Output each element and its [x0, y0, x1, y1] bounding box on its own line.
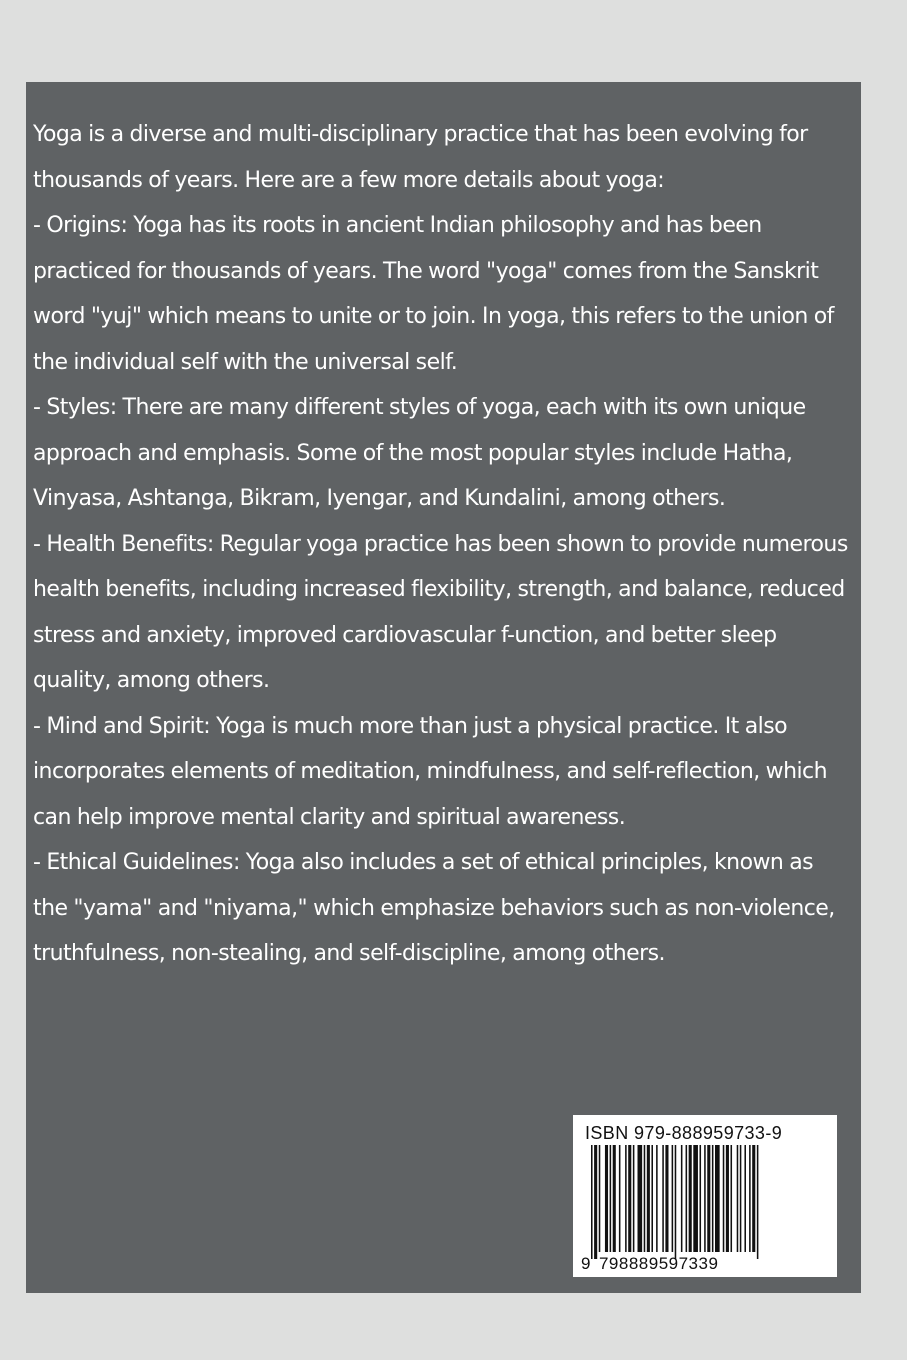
- barcode-bar: [613, 1145, 616, 1252]
- barcode-bar: [686, 1145, 688, 1252]
- barcode-bar: [651, 1145, 653, 1252]
- barcode-bar: [594, 1145, 597, 1259]
- barcode-bar: [599, 1145, 601, 1252]
- barcode-bar: [744, 1145, 746, 1252]
- barcode-bar: [591, 1145, 593, 1259]
- barcode-bar: [672, 1145, 674, 1252]
- barcode-number: 798889597339: [598, 1254, 719, 1273]
- paragraph-intro: Yoga is a diverse and multi-disciplinary practice that has been evolving for thousands of years. Here are a few more details about yoga:: [33, 122, 808, 193]
- paragraph-origins: - Origins: Yoga has its roots in ancient Indian philosophy and has been practiced for thousands of years. The word "yoga" comes from the Sanskrit word "yuj" which means to unite or to join. In yoga, this refers to the union of the individual self with the universal self.: [33, 213, 834, 375]
- barcode-digits: [581, 1254, 718, 1274]
- barcode-bar: [752, 1145, 755, 1252]
- barcode-bar: [628, 1145, 631, 1252]
- barcode-bar: [610, 1145, 612, 1252]
- barcode-lead-digit: 9: [581, 1254, 591, 1273]
- barcode-bar: [644, 1145, 646, 1252]
- barcode-bar: [704, 1145, 706, 1252]
- paragraph-mind-and-spirit: - Mind and Spirit: Yoga is much more than just a physical practice. It also incorporates elements of meditation, mindfulness, and self-reflection, which can help improve mental clarity and spiritual awareness.: [33, 713, 827, 830]
- barcode-bar: [656, 1145, 658, 1252]
- isbn-label: ISBN 979-888959733-9: [585, 1123, 783, 1143]
- paragraph-styles: - Styles: There are many different styles of yoga, each with its own unique approach and emphasis. Some of the most popular styles include Hatha, Vinyasa, Ashtanga, Bikram, Iyengar, and Kundalini, among others.: [33, 395, 806, 511]
- barcode-bar: [707, 1145, 710, 1252]
- paragraph-ethical-guidelines: - Ethical Guidelines: Yoga also includes a set of ethical principles, known as the "yama" and "niyama," which emphasize behaviors such as non-violence, truthfulness, non-stealing, and self-discipline, among others.: [33, 850, 835, 966]
- barcode-bar: [638, 1145, 643, 1252]
- description-text: [33, 112, 848, 977]
- isbn-barcode: [573, 1115, 837, 1277]
- barcode-bar: [647, 1145, 650, 1252]
- barcode-bar: [689, 1145, 692, 1252]
- barcode-bar: [619, 1145, 621, 1252]
- barcode-bar: [749, 1145, 751, 1252]
- barcode-bar: [731, 1145, 733, 1252]
- barcode-bar: [726, 1145, 729, 1252]
- barcode-bar: [740, 1145, 742, 1252]
- barcode-bar: [700, 1145, 702, 1252]
- barcode-bar: [712, 1145, 714, 1252]
- barcode-bar: [757, 1145, 759, 1259]
- barcode-bar: [633, 1145, 635, 1252]
- barcode-bar: [605, 1145, 608, 1252]
- barcode-bar: [737, 1145, 739, 1252]
- back-cover-panel: [26, 82, 861, 1293]
- barcode-bar: [662, 1145, 664, 1252]
- barcode-bar: [625, 1145, 627, 1252]
- barcode-bar: [693, 1145, 698, 1252]
- barcode-bar: [681, 1145, 683, 1252]
- barcode-bar: [723, 1145, 725, 1252]
- barcode-bar: [715, 1145, 720, 1252]
- barcode-bar: [675, 1145, 677, 1259]
- barcode-bar: [665, 1145, 668, 1252]
- paragraph-health-benefits: - Health Benefits: Regular yoga practice has been shown to provide numerous health benefits, including increased flexibility, strength, and balance, reduced stress and anxiety, improved cardiovascular f-unction, and better sleep quality, among others.: [33, 531, 848, 693]
